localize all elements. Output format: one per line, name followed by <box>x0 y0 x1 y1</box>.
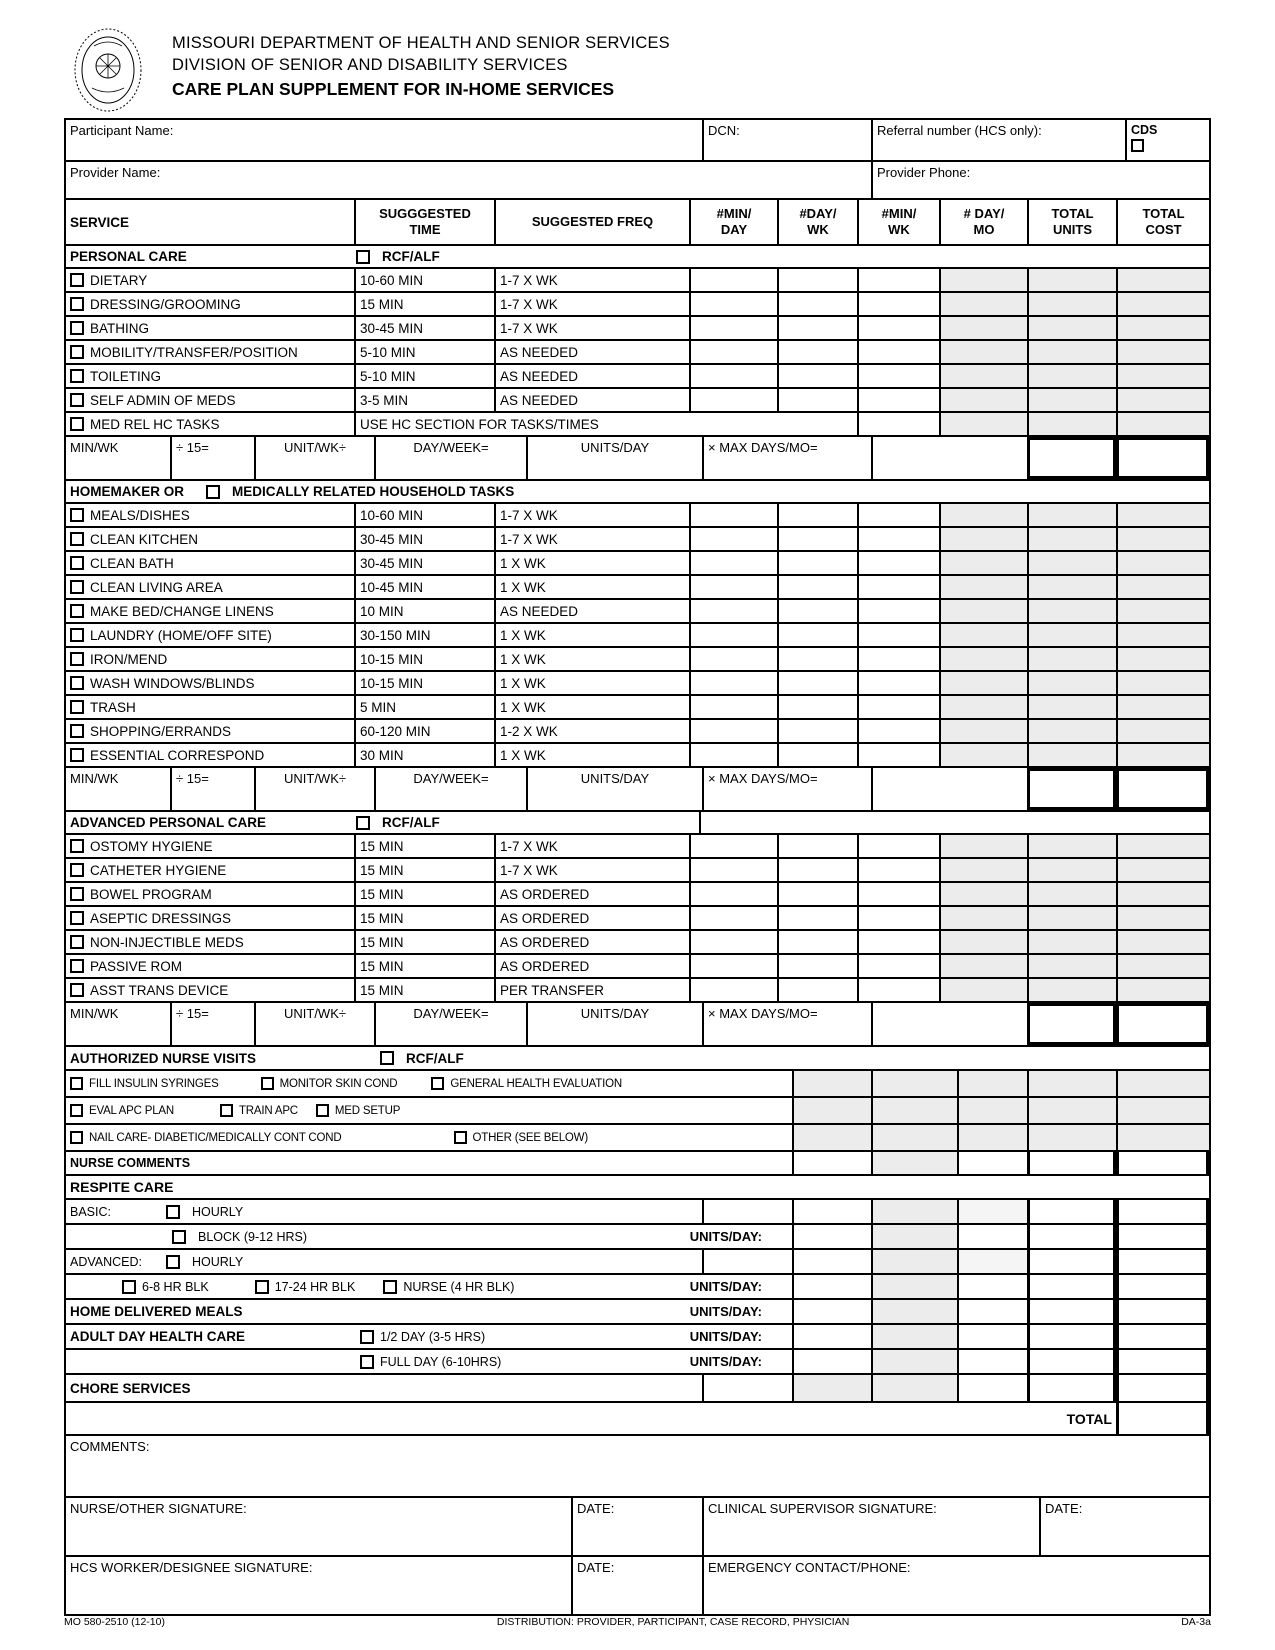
nurse-visits-title: AUTHORIZED NURSE VISITS <box>70 1050 257 1066</box>
col-suggested-time: SUGGGESTED TIME <box>354 200 494 244</box>
col-total-units: TOTAL UNITS <box>1027 200 1116 244</box>
service-checkbox[interactable] <box>70 863 84 877</box>
col-day-wk: #DAY/ WK <box>777 200 857 244</box>
signature-row-2 <box>66 1555 1209 1614</box>
emergency-contact-field[interactable]: EMERGENCY CONTACT/PHONE: <box>702 1557 1209 1614</box>
col-service: SERVICE <box>70 214 130 230</box>
service-checkbox[interactable] <box>70 935 84 949</box>
basic-hourly-checkbox[interactable] <box>166 1205 180 1219</box>
service-checkbox[interactable] <box>70 700 84 714</box>
rcf-alf-label: RCF/ALF <box>382 249 440 264</box>
service-checkbox[interactable] <box>70 417 84 431</box>
section-advanced-personal-care-header: ADVANCED PERSONAL CARE RCF/ALF <box>66 810 1209 833</box>
service-checkbox[interactable] <box>70 369 84 383</box>
total-units-cell <box>1027 269 1116 291</box>
adult-day-full-day-row: FULL DAY (6-10HRS) UNITS/DAY: <box>66 1348 1209 1373</box>
service-row: MOBILITY/TRANSFER/POSITION 5-10 MIN AS NEEDED <box>66 339 1209 363</box>
home-delivered-meals-row: HOME DELIVERED MEALS UNITS/DAY: <box>66 1298 1209 1323</box>
clinical-supervisor-signature-field[interactable]: CLINICAL SUPERVISOR SIGNATURE: <box>702 1498 1039 1555</box>
service-row: TOILETING 5-10 MIN AS NEEDED <box>66 363 1209 387</box>
cds-label: CDS <box>1131 123 1158 137</box>
nurse-visits-rcfalf-checkbox[interactable] <box>380 1051 394 1065</box>
respite-block-row: BLOCK (9-12 HRS) UNITS/DAY: <box>66 1223 1209 1248</box>
agency-name-line2: DIVISION OF SENIOR AND DISABILITY SERVICES <box>172 56 568 75</box>
service-row-med-rel-hc-tasks: MED REL HC TASKS USE HC SECTION FOR TASKS/TIMES <box>66 411 1209 435</box>
page-code: DA-3a <box>1181 1616 1211 1628</box>
provider-name-field[interactable]: Provider Name: <box>70 165 161 180</box>
nurse-visits-row: EVAL APC PLAN TRAIN APC MED SETUP <box>66 1096 1209 1123</box>
service-checkbox[interactable] <box>70 532 84 546</box>
form-number: MO 580-2510 (12-10) <box>64 1616 165 1628</box>
service-checkbox[interactable] <box>70 983 84 997</box>
adult-day-health-care-row: ADULT DAY HEALTH CARE 1/2 DAY (3-5 HRS) UNITS/DAY: <box>66 1323 1209 1348</box>
comments-field[interactable]: COMMENTS: <box>66 1434 1209 1496</box>
provider-phone-field[interactable]: Provider Phone: <box>871 162 1209 198</box>
nail-care-checkbox[interactable] <box>70 1131 83 1144</box>
missouri-state-seal-icon <box>72 26 144 114</box>
med-rel-note: USE HC SECTION FOR TASKS/TIMES <box>354 413 857 435</box>
advanced-personal-care-title: ADVANCED PERSONAL CARE <box>70 815 267 830</box>
personal-care-rcfalf-checkbox[interactable] <box>356 250 370 264</box>
respite-blocks-row: 6-8 HR BLK 17-24 HR BLK NURSE (4 HR BLK) UNITS/DAY: <box>66 1273 1209 1298</box>
day-wk-cell <box>777 269 857 291</box>
form-header <box>72 26 670 114</box>
service-checkbox[interactable] <box>70 297 84 311</box>
col-min-day: #MIN/ DAY <box>689 200 777 244</box>
col-day-mo: # DAY/ MO <box>939 200 1027 244</box>
homemaker-medically-related-checkbox[interactable] <box>206 485 220 499</box>
units-day-label: UNITS/DAY: <box>689 1229 762 1244</box>
service-checkbox[interactable] <box>70 748 84 762</box>
chore-services-title: CHORE SERVICES <box>70 1380 191 1396</box>
nurse-other-signature-field[interactable]: NURSE/OTHER SIGNATURE: <box>70 1501 247 1516</box>
blk-17-24-checkbox[interactable] <box>255 1280 269 1294</box>
half-day-checkbox[interactable] <box>360 1330 374 1344</box>
other-see-below-checkbox[interactable] <box>454 1131 467 1144</box>
home-delivered-meals-title: HOME DELIVERED MEALS <box>70 1304 243 1319</box>
train-apc-checkbox[interactable] <box>220 1104 233 1117</box>
col-min-wk: #MIN/ WK <box>857 200 939 244</box>
service-checkbox[interactable] <box>70 345 84 359</box>
col-suggested-freq: SUGGESTED FREQ <box>494 200 689 244</box>
date-field[interactable]: DATE: <box>571 1498 702 1555</box>
dcn-field[interactable]: DCN: <box>702 120 871 160</box>
nurse-visits-row: FILL INSULIN SYRINGES MONITOR SKIN COND GENERAL HEALTH EVALUATION <box>66 1069 1209 1096</box>
service-row: BATHING 30-45 MIN 1-7 X WK <box>66 315 1209 339</box>
day-mo-cell <box>939 269 1027 291</box>
nurse-4hr-blk-checkbox[interactable] <box>383 1280 397 1294</box>
distribution-note: DISTRIBUTION: PROVIDER, PARTICIPANT, CASE RECORD, PHYSICIAN <box>496 1616 850 1628</box>
summary-blank-cell <box>871 437 1027 479</box>
section-authorized-nurse-visits-header: AUTHORIZED NURSE VISITS RCF/ALF <box>66 1045 1209 1069</box>
section-personal-care-header <box>66 244 1209 267</box>
homemaker-summary-row: MIN/WK ÷ 15= UNIT/WK÷ DAY/WEEK= UNITS/DAY × MAX DAYS/MO= <box>66 766 1209 810</box>
service-checkbox[interactable] <box>70 959 84 973</box>
date-field[interactable]: DATE: <box>1039 1498 1209 1555</box>
nurse-comments-label[interactable]: NURSE COMMENTS <box>70 1156 191 1170</box>
form-title: CARE PLAN SUPPLEMENT FOR IN-HOME SERVICES <box>172 78 615 99</box>
referral-number-field[interactable]: Referral number (HCS only): <box>871 120 1125 160</box>
section-homemaker-header <box>66 479 1209 502</box>
service-checkbox[interactable] <box>70 839 84 853</box>
identification-row-2 <box>66 160 1209 198</box>
adult-day-health-care-title: ADULT DAY HEALTH CARE <box>70 1329 246 1344</box>
participant-name-field[interactable]: Participant Name: <box>70 123 174 138</box>
service-checkbox[interactable] <box>70 393 84 407</box>
homemaker-subtitle: MEDICALLY RELATED HOUSEHOLD TASKS <box>232 484 515 499</box>
personal-care-summary-row: MIN/WK ÷ 15= UNIT/WK÷ DAY/WEEK= UNITS/DAY × MAX DAYS/MO= <box>66 435 1209 479</box>
service-checkbox[interactable] <box>70 508 84 522</box>
grand-total-cell <box>1116 1403 1209 1434</box>
summary-total-cost-box <box>1116 437 1209 479</box>
full-day-checkbox[interactable] <box>360 1355 374 1369</box>
advanced-hourly-checkbox[interactable] <box>166 1255 180 1269</box>
service-checkbox[interactable] <box>70 273 84 287</box>
signature-row-1 <box>66 1496 1209 1555</box>
med-setup-checkbox[interactable] <box>316 1104 329 1117</box>
general-health-evaluation-checkbox[interactable] <box>431 1077 444 1090</box>
apc-summary-row: MIN/WK ÷ 15= UNIT/WK÷ DAY/WEEK= UNITS/DAY × MAX DAYS/MO= <box>66 1001 1209 1045</box>
service-checkbox[interactable] <box>70 321 84 335</box>
cds-field <box>1125 120 1209 160</box>
cds-checkbox[interactable] <box>1131 139 1144 152</box>
service-row: DRESSING/GROOMING 15 MIN 1-7 X WK <box>66 291 1209 315</box>
service-checkbox[interactable] <box>70 911 84 925</box>
agency-name-line1: MISSOURI DEPARTMENT OF HEALTH AND SENIOR SERVICES <box>172 34 670 52</box>
min-wk-cell <box>857 269 939 291</box>
service-checkbox[interactable] <box>70 887 84 901</box>
homemaker-title: HOMEMAKER OR <box>70 484 184 499</box>
care-plan-form: Participant Name: DCN: Referral number (HCS only): CDS Provider Name: Provider Phone: SERVICE SUGGGESTED TIME SUGGESTED FREQ #MIN/ DAY #DAY/ WK #MIN/ WK # DAY/ MO TOTAL UNITS TOTAL COST PERSONAL CARE RCF/ALF DIETARY 10-60 MIN 1-7 X WK DRESSING/GROOMING 15 MIN 1-7 X WK BATHING 30-45 MIN 1-7 X WK MOBILITY/TRANSFER/POSITION 5-10 MIN AS NEEDED TOILETING 5-10 MIN AS NEEDED SELF ADMIN OF MEDS 3-5 MIN AS NEEDED MED REL HC TASKS USE HC SECTION FOR TASKS/TIMES MIN/WK ÷ 15= UNIT/WK÷ DAY/WEEK= UNITS/DAY × MAX DAYS/MO= HOMEMAKER OR MEDICALLY RELATED HOUSEHOLD TASKS MEALS/DISHES 10-60 MIN 1-7 X WK CLEAN KITCHEN 30-45 MIN 1-7 X WK CLEAN BATH 30-45 MIN 1 X WK CLEAN LIVING AREA 10-45 MIN 1 X WK MAKE BED/CHANGE LINENS 10 MIN AS NEEDED LAUNDRY (HOME/OFF SITE) 30-150 MIN 1 X WK IRON/MEND 10-15 MIN 1 X WK WASH WINDOWS/BLINDS 10-15 MIN 1 X WK TRASH 5 MIN 1 X WK SHOPPING/ERRANDS 60-120 MIN 1-2 X WK ESSENTIAL CORRESPOND 30 MIN 1 X WK MIN/WK ÷ 15= UNIT/WK÷ DAY/WEEK= UNITS/DAY × MAX DAYS/MO= ADVANCED PERSONAL CARE RCF/ALF OSTOMY HYGIENE 15 MIN 1-7 X WK CATHETER HYGIENE 15 MIN 1-7 X WK BOWEL PROGRAM 15 MIN AS ORDERED ASEPTIC DRESSINGS 15 MIN AS ORDERED NON-INJECTIBLE MEDS 15 MIN AS ORDERED PASSIVE ROM 15 MIN AS ORDERED ASST TRANS DEVICE 15 MIN PER TRANSFER MIN/WK ÷ 15= UNIT/WK÷ DAY/WEEK= UNITS/DAY × MAX DAYS/MO= AUTHORIZED NURSE VISITS RCF/ALF FILL INSULIN SYRINGES MONITOR SKIN COND GENERAL HEALTH EVALUATION EVAL APC PLAN TRAIN APC MED SETUP NAIL CARE- DIABETIC/MEDICALLY CONT COND OTHER (SEE BELOW) NURSE COMMENTS RESPITE CARE BASIC: HOURLY BLOCK (9-12 HRS) UNITS/DAY: ADVANCED: HOURLY 6-8 HR BLK 17-24 HR BLK NURSE (4 HR BLK) UNITS/DAY: HOME DELIVERED MEALS UNITS/DAY: ADULT DAY HEALTH CARE 1/2 DAY (3-5 HRS) UNITS/DAY: FULL DAY (6-10HRS) UNITS/DAY: CHORE SERVICES TOTAL COMMENTS: NURSE/OTHER SIGNATURE: DATE: CLINICAL SUPERVISOR SIGNATURE: DATE: HCS WORKER/DESIGNEE SIGNATURE: DATE: EMERGENCY CONTACT/PHONE: <box>64 118 1211 1616</box>
identification-row-1 <box>66 120 1209 160</box>
service-row: SELF ADMIN OF MEDS 3-5 MIN AS NEEDED <box>66 387 1209 411</box>
respite-advanced-row: ADVANCED: HOURLY <box>66 1248 1209 1273</box>
respite-care-title: RESPITE CARE <box>70 1179 174 1195</box>
chore-services-row <box>66 1373 1209 1401</box>
service-checkbox[interactable] <box>70 604 84 618</box>
summary-total-units-box <box>1027 437 1116 479</box>
service-checkbox[interactable] <box>70 628 84 642</box>
service-row: DIETARY 10-60 MIN 1-7 X WK <box>66 267 1209 291</box>
min-day-cell <box>689 269 777 291</box>
total-cost-cell <box>1116 269 1209 291</box>
apc-rcfalf-checkbox[interactable] <box>356 816 370 830</box>
total-label: TOTAL <box>1066 1410 1112 1427</box>
service-checkbox[interactable] <box>70 580 84 594</box>
nurse-visits-row: NAIL CARE- DIABETIC/MEDICALLY CONT COND OTHER (SEE BELOW) <box>66 1123 1209 1150</box>
section-respite-care-header <box>66 1174 1209 1198</box>
hcs-worker-signature-field[interactable]: HCS WORKER/DESIGNEE SIGNATURE: <box>70 1560 313 1575</box>
service-checkbox[interactable] <box>70 652 84 666</box>
respite-basic-row: BASIC: HOURLY <box>66 1198 1209 1223</box>
eval-apc-plan-checkbox[interactable] <box>70 1104 83 1117</box>
nurse-comments-row <box>66 1150 1209 1174</box>
service-checkbox[interactable] <box>70 724 84 738</box>
personal-care-title: PERSONAL CARE <box>70 249 187 264</box>
table-header-row <box>66 198 1209 244</box>
blk-6-8-checkbox[interactable] <box>122 1280 136 1294</box>
block-9-12-checkbox[interactable] <box>172 1230 186 1244</box>
service-checkbox[interactable] <box>70 556 84 570</box>
fill-insulin-syringes-checkbox[interactable] <box>70 1077 83 1090</box>
monitor-skin-cond-checkbox[interactable] <box>261 1077 274 1090</box>
service-checkbox[interactable] <box>70 676 84 690</box>
col-total-cost: TOTAL COST <box>1116 200 1209 244</box>
total-row <box>66 1401 1209 1434</box>
date-field[interactable]: DATE: <box>571 1557 702 1614</box>
page-footer <box>64 1616 1211 1628</box>
